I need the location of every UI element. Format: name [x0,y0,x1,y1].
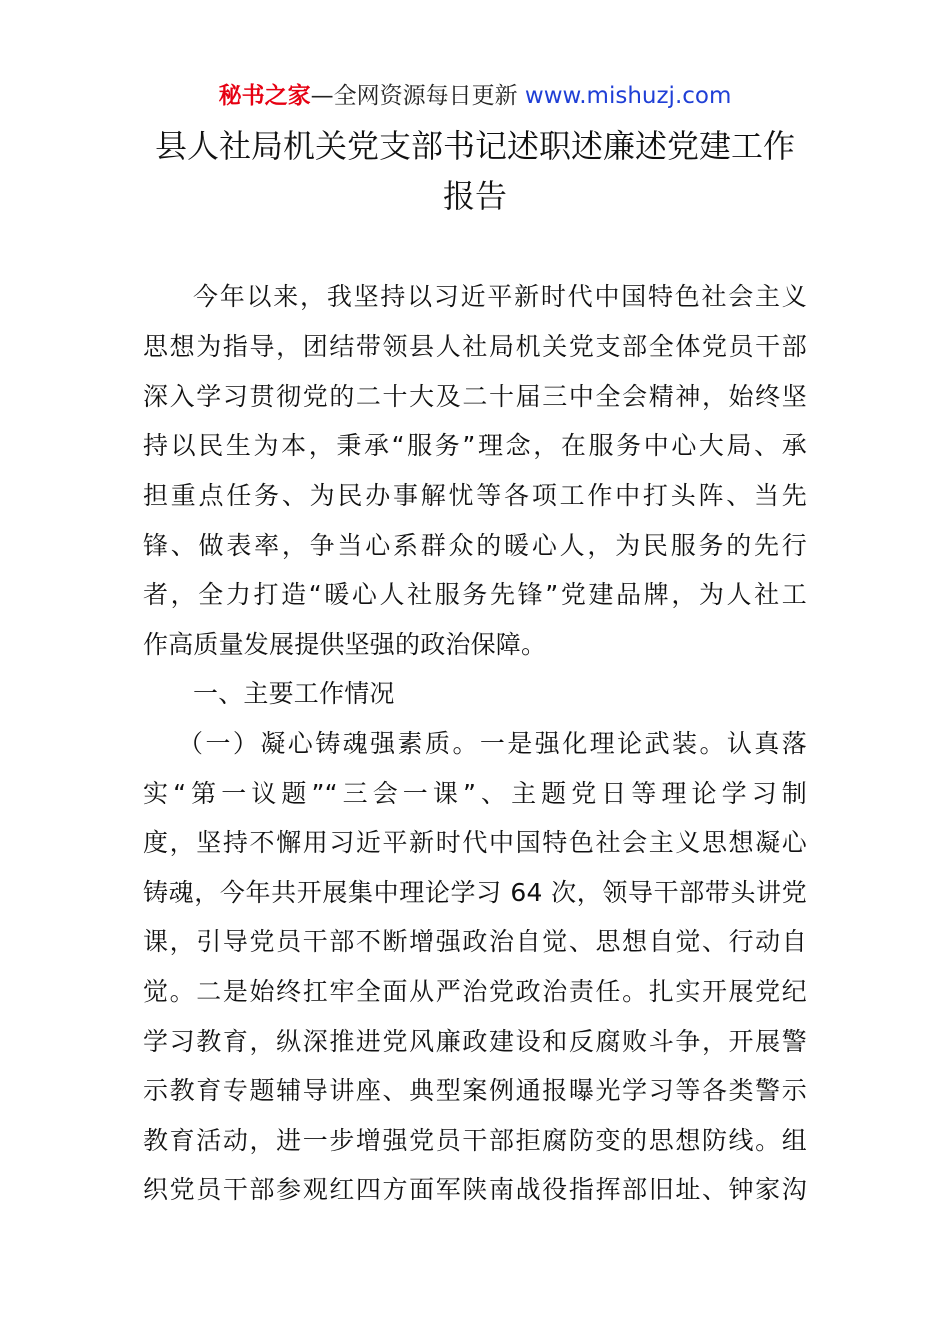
body-line-16: 学习教育，纵深推进党风廉政建设和反腐败斗争，开展警 [143,1027,807,1056]
body-line-4: 持以民生为本，秉承“服务”理念，在服务中心大局、承 [143,431,807,460]
site-url-link[interactable]: www.mishuzj.com [524,83,732,109]
body-line-11: 实“第一议题”“三会一课”、主题党日等理论学习制 [143,779,807,808]
document-title-line-1: 县人社局机关党支部书记述职述廉述党建工作 [154,127,795,165]
body-line-6: 锋、做表率，争当心系群众的暖心人，为民服务的先行 [143,531,807,560]
document-title-line-2: 报告 [442,177,507,215]
body-line-15: 觉。二是始终扛牢全面从严治党政治责任。扎实开展党纪 [143,977,807,1006]
header-tagline: —全网资源每日更新 [310,83,518,109]
body-line-13: 铸魂，今年共开展集中理论学习 64 次，领导干部带头讲党 [143,878,807,907]
body-line-17: 示教育专题辅导讲座、典型案例通报曝光学习等各类警示 [143,1076,807,1105]
body-line-1: 今年以来，我坚持以习近平新时代中国特色社会主义 [193,282,807,311]
body-line-10: （一）凝心铸魂强素质。一是强化理论武装。认真落 [178,729,807,758]
body-line-19: 织党员干部参观红四方面军陕南战役指挥部旧址、钟家沟 [143,1175,807,1204]
body-line-2: 思想为指导，团结带领县人社局机关党支部全体党员干部 [143,332,807,361]
body-line-12: 度，坚持不懈用习近平新时代中国特色社会主义思想凝心 [143,828,807,857]
body-line-14: 课，引导党员干部不断增强政治自觉、思想自觉、行动自 [143,927,807,956]
brand-name: 秘书之家 [218,83,311,109]
body-line-3: 深入学习贯彻党的二十大及二十届三中全会精神，始终坚 [143,382,807,411]
body-line-5: 担重点任务、为民办事解忧等各项工作中打头阵、当先 [143,481,807,510]
section-heading-1: 一、主要工作情况 [193,679,395,708]
body-line-7: 者，全力打造“暖心人社服务先锋”党建品牌，为人社工 [143,580,807,609]
body-line-18: 教育活动，进一步增强党员干部拒腐防变的思想防线。组 [143,1126,807,1155]
body-line-8: 作高质量发展提供坚强的政治保障。 [143,630,547,659]
site-header [0,80,950,112]
